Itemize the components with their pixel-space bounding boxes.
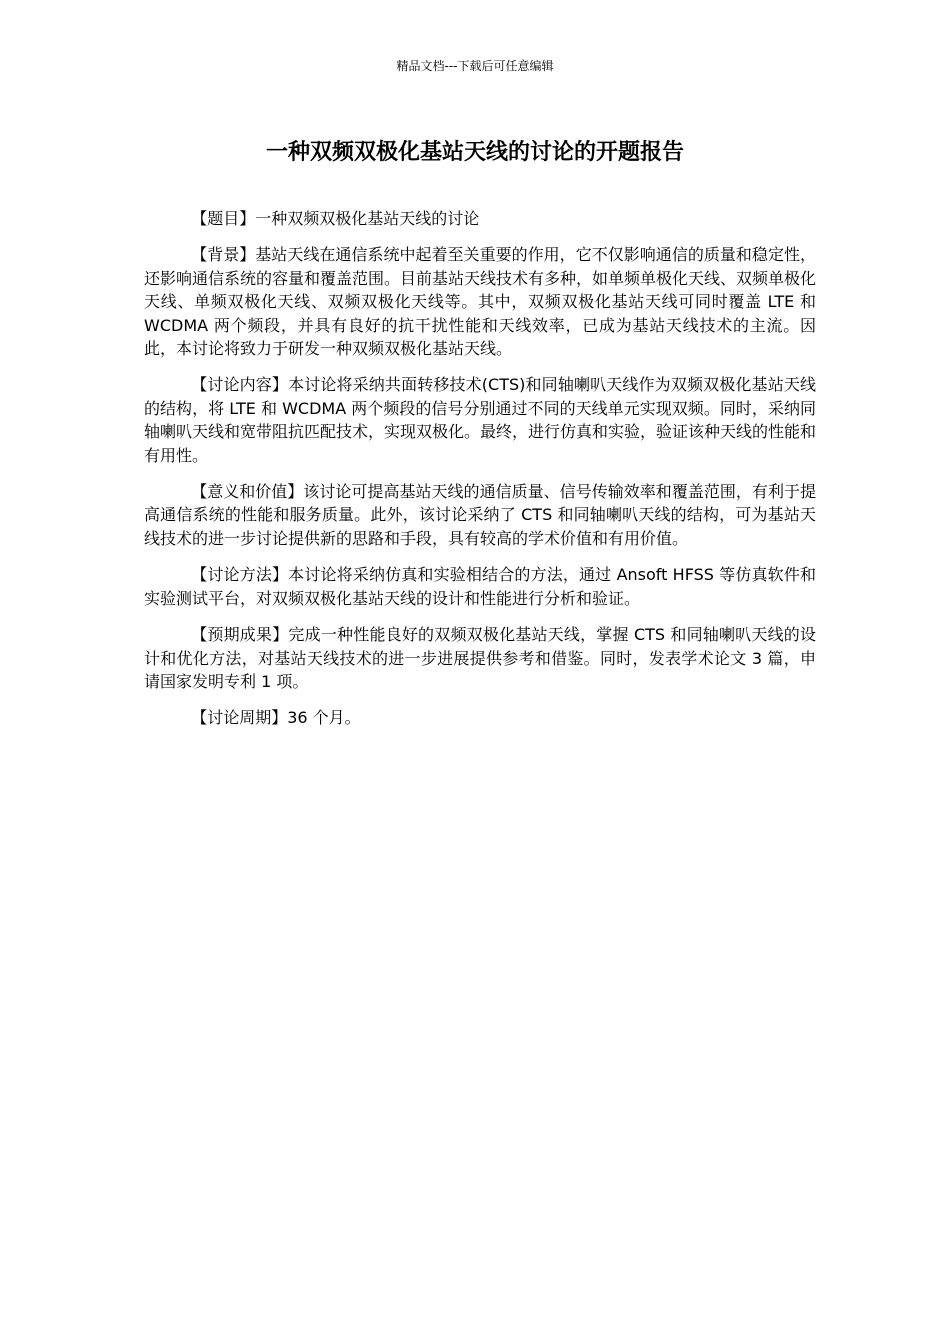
document-title: 一种双频双极化基站天线的讨论的开题报告 <box>265 140 684 165</box>
section-label: 【讨论内容】 <box>191 375 289 395</box>
section-text: 该讨论可提高基站天线的通信质量、信号传输效率和覆盖范围，有利于提高通信系统的性能和服务质量。此外，该讨论采纳了 CTS 和同轴喇叭天线的结构，可为基站天线技术的进一步讨论提供新的思路和手段，具有较高的学术价值和有用价值。 <box>144 482 816 548</box>
section-label: 【背景】 <box>191 245 256 265</box>
section-text: 一种双频双极化基站天线的讨论 <box>255 209 480 228</box>
section-text: 本讨论将采纳仿真和实验相结合的方法，通过 Ansoft HFSS 等仿真软件和实验测试平台，对双频双极化基站天线的设计和性能进行分析和验证。 <box>144 565 816 608</box>
section-topic <box>144 207 816 230</box>
section-expected-results <box>144 623 816 693</box>
section-text: 基站天线在通信系统中起着至关重要的作用，它不仅影响通信的质量和稳定性，还影响通信系统的容量和覆盖范围。目前基站天线技术有多种，如单频单极化天线、双频单极化天线、单频双极化天线、双频双极化天线等。其中，双频双极化基站天线可同时覆盖 LTE 和 WCDMA 两个频段，并具有良好的抗干扰性能和天线效率，已成为基站天线技术的主流。因此，本讨论将致力于研发一种双频双极化基站天线。 <box>144 245 817 359</box>
section-text: 完成一种性能良好的双频双极化基站天线，掌握 CTS 和同轴喇叭天线的设计和优化方法，对基站天线技术的进一步进展提供参考和借鉴。同时，发表学术论文 3 篇，申请国家发明专利 1 项。 <box>144 625 816 691</box>
section-label: 【意义和价值】 <box>191 482 304 502</box>
section-significance <box>144 480 816 550</box>
section-period <box>144 706 816 729</box>
header-note: 精品文档---下载后可任意编辑 <box>396 59 554 73</box>
section-label: 【题目】 <box>191 209 256 228</box>
section-label: 【预期成果】 <box>191 625 289 645</box>
section-methods <box>144 563 816 610</box>
document-body <box>144 207 816 743</box>
section-label: 【讨论周期】 <box>191 708 288 728</box>
section-background <box>144 243 816 360</box>
section-content <box>144 373 816 467</box>
section-text: 36 个月。 <box>287 708 361 728</box>
section-label: 【讨论方法】 <box>191 565 289 585</box>
section-text: 本讨论将采纳共面转移技术(CTS)和同轴喇叭天线作为双频双极化基站天线的结构，将 LTE 和 WCDMA 两个频段的信号分别通过不同的天线单元实现双频。同时，采纳同轴喇叭天线和宽带阻抗匹配技术，实现双极化。最终，进行仿真和实验，验证该种天线的性能和有用性。 <box>144 375 817 465</box>
